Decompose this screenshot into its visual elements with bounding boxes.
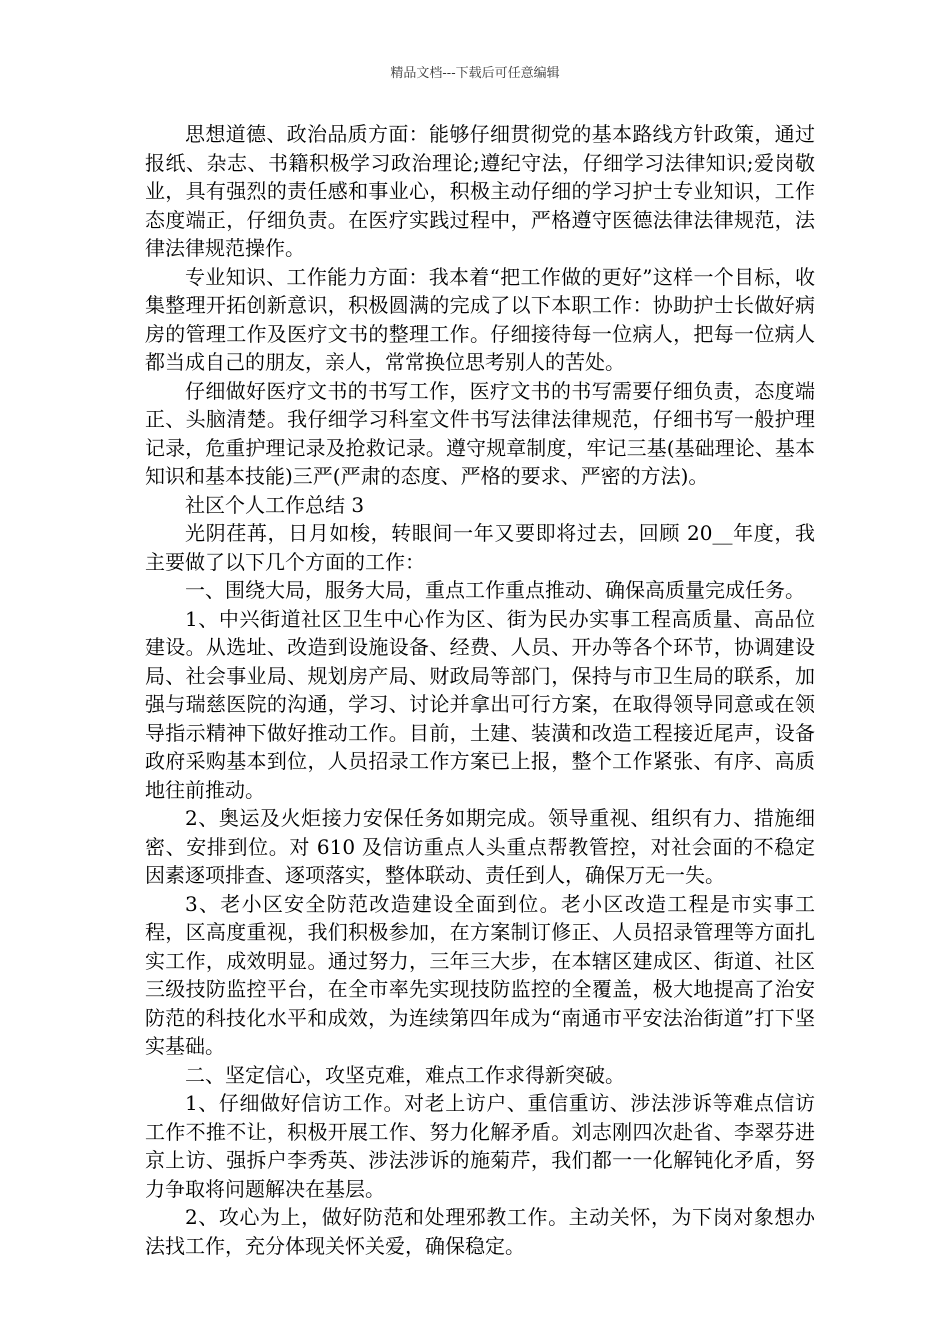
- paragraph-section-two-heading: 二、坚定信心，攻坚克难，难点工作求得新突破。: [185, 1062, 625, 1087]
- paragraph-item-1: 1、中兴街道社区卫生中心作为区、街为民办实事工程高质量、高品位建设。从选址、改造到设施设备、经费、人员、开办等各个环节，协调建设局、社会事业局、规划房产局、财政局等部门，保持与市卫生局的联系，加强与瑞慈医院的沟通，学习、讨论并拿出可行方案，在取得领导同意或在领导指示精神下做好推动工作。目前，土建、装潢和改造工程接近尾声，设备政府采购基本到位，人员招录工作方案已上报，整个工作紧张、有序、高质地往前推动。: [145, 606, 815, 802]
- page-header: 精品文档---下载后可任意编辑: [390, 66, 560, 81]
- paragraph-item-petition: 1、仔细做好信访工作。对老上访户、重信重访、涉法涉诉等难点信访工作不推不让，积极开展工作、努力化解矛盾。刘志刚四次赴省、李翠芬进京上访、强拆户李秀英、涉法涉诉的施菊芹，我们都一一化解钝化矛盾，努力争取将问题解决在基层。: [145, 1091, 815, 1201]
- section-title: 社区个人工作总结 3: [185, 492, 365, 517]
- paragraph-item-3: 3、老小区安全防范改造建设全面到位。老小区改造工程是市实事工程，区高度重视，我们积极参加，在方案制订修正、人员招录管理等方面扎实工作，成效明显。通过努力，三年三大步，在本辖区建成区、街道、社区三级技防监控平台，在全市率先实现技防监控的全覆盖，极大地提高了治安防范的科技化水平和成效，为连续第四年成为“南通市平安法治街道”打下坚实基础。: [145, 891, 815, 1058]
- paragraph-item-2: 2、奥运及火炬接力安保任务如期完成。领导重视、组织有力、措施细密、安排到位。对 610 及信访重点人头重点帮教管控，对社会面的不稳定因素逐项排查、逐项落实，整体联动、责任到人，确保万无一失。: [145, 806, 815, 887]
- paragraph-intro: 光阴荏苒，日月如梭，转眼间一年又要即将过去，回顾 20__年度，我主要做了以下几个方面的工作：: [145, 521, 815, 574]
- paragraph-item-prevention: 2、攻心为上，做好防范和处理邪教工作。主动关怀，为下岗对象想办法找工作，充分体现关怀关爱，确保稳定。: [145, 1205, 815, 1258]
- document-body: [145, 120, 815, 1260]
- paragraph-medical-documents: 仔细做好医疗文书的书写工作，医疗文书的书写需要仔细负责，态度端正、头脑清楚。我仔细学习科室文件书写法律法律规范，仔细书写一般护理记录，危重护理记录及抢救记录。遵守规章制度，牢记三基(基础理论、基本知识和基本技能)三严(严肃的态度、严格的要求、严密的方法)。: [145, 378, 815, 488]
- paragraph-professional-ability: 专业知识、工作能力方面：我本着“把工作做的更好”这样一个目标，收集整理开拓创新意识，积极圆满的完成了以下本职工作：协助护士长做好病房的管理工作及医疗文书的整理工作。仔细接待每一位病人，把每一位病人都当成自己的朋友，亲人，常常换位思考别人的苦处。: [145, 264, 815, 374]
- paragraph-political-quality: 思想道德、政治品质方面：能够仔细贯彻党的基本路线方针政策，通过报纸、杂志、书籍积极学习政治理论;遵纪守法，仔细学习法律知识;爱岗敬业，具有强烈的责任感和事业心，积极主动仔细的学习护士专业知识，工作态度端正，仔细负责。在医疗实践过程中，严格遵守医德法律法律规范，法律法律规范操作。: [145, 122, 815, 260]
- paragraph-section-one-heading: 一、围绕大局，服务大局，重点工作重点推动、确保高质量完成任务。: [185, 578, 805, 602]
